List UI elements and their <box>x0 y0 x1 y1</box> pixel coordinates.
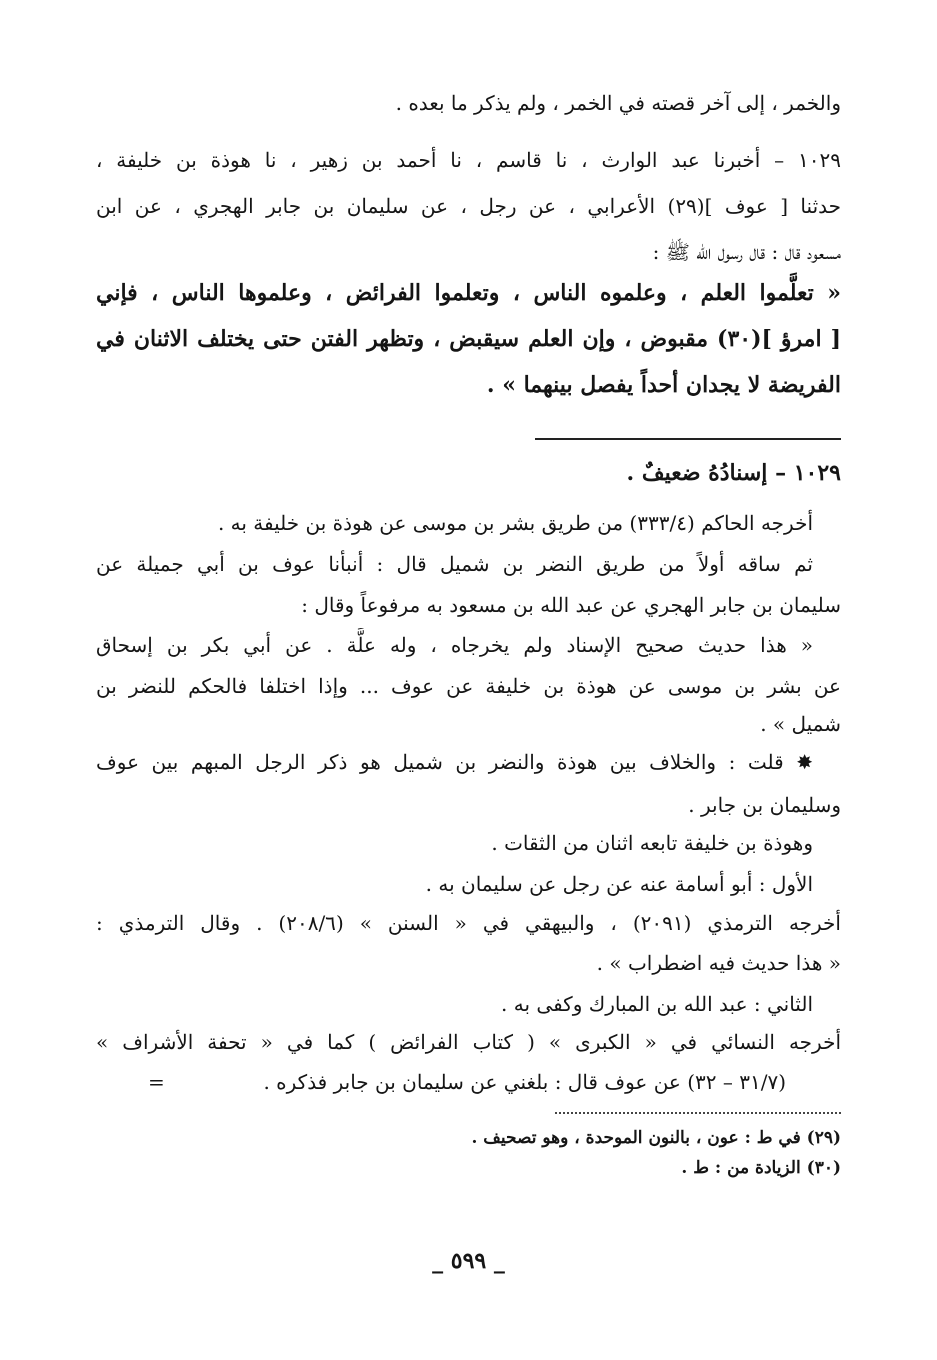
commentary-separator <box>535 438 841 440</box>
commentary-line-15: (٣١/٧ – ٣٢) عن عوف قال : بلغني عن سليمان بن جابر فذكره . <box>263 1070 786 1094</box>
hadith-matn-line-3: الفريضة لا يجدان أحداً يفصل بينهما » . <box>486 372 841 398</box>
commentary-heading: ١٠٢٩ – إسنادُهُ ضعيفٌ . <box>626 460 841 486</box>
hadith-1029-line-3: مسعود قال : قال رسول الله ﷺ : <box>652 240 841 264</box>
commentary-line-12: « هذا حديث فيه اضطراب » . <box>596 951 841 975</box>
commentary-line-5: عن بشر بن موسى عن هوذة بن خليفة عن عوف ... وإذا اختلفا فالحكم للنضر بن <box>96 674 841 698</box>
hadith-1029-line-1: ١٠٢٩ – أخبرنا عبد الوارث ، نا قاسم ، نا أحمد بن زهير ، نا هوذة بن خليفة ، <box>96 148 841 172</box>
footnote-separator <box>555 1112 841 1114</box>
commentary-line-13: الثاني : عبد الله بن المبارك وكفى به . <box>501 992 813 1016</box>
commentary-line-11: أخرجه الترمذي (٢٠٩١) ، والبيهقي في « السنن » (٢٠٨/٦) . وقال الترمذي : <box>96 911 841 935</box>
footnote-30: (٣٠) الزيادة من : ط . <box>681 1158 841 1178</box>
hadith-matn-line-1: « تعلَّموا العلم ، وعلموه الناس ، وتعلموا الفرائض ، وعلموها الناس ، فإني <box>96 280 841 306</box>
commentary-line-6: شميل » . <box>760 712 841 736</box>
commentary-line-10: الأول : أبو أسامة عنه عن رجل عن سليمان به . <box>425 872 813 896</box>
commentary-line-2: ثم ساقه أولاً من طريق النضر بن شميل قال : أنبأنا عوف بن أبي جميلة عن <box>96 552 813 576</box>
commentary-line-8: وسليمان بن جابر . <box>688 793 841 817</box>
commentary-line-3: سليمان بن جابر الهجري عن عبد الله بن مسعود به مرفوعاً وقال : <box>301 593 841 617</box>
text-line-1: والخمر ، إلى آخر قصته في الخمر ، ولم يذكر ما بعده . <box>395 91 841 115</box>
commentary-line-9: وهوذة بن خليفة تابعه اثنان من الثقات . <box>491 831 813 855</box>
commentary-line-1: أخرجه الحاكم (٣٣٣/٤) من طريق بشر بن موسى عن هوذة بن خليفة به . <box>217 511 813 535</box>
commentary-line-7: ✸ قلت : والخلاف بين هوذة والنضر بن شميل هو ذكر الرجل المبهم بين عوف <box>96 750 813 774</box>
commentary-line-4: « هذا حديث صحيح الإسناد ولم يخرجاه ، وله علَّة . عن أبي بكر بن إسحاق <box>96 633 813 657</box>
page-number: _ ٥٩٩ _ <box>432 1248 505 1274</box>
continuation-mark: = <box>148 1070 165 1094</box>
footnote-29: (٢٩) في ط : عون ، بالنون الموحدة ، وهو تصحيف . <box>471 1128 841 1148</box>
hadith-matn-line-2: [ امرؤ ](٣٠) مقبوض ، وإن العلم سيقبض ، وتظهر الفتن حتى يختلف الاثنان في <box>96 326 841 352</box>
commentary-line-14: أخرجه النسائي في « الكبرى » ( كتاب الفرائض ) كما في « تحفة الأشراف » <box>96 1030 841 1054</box>
hadith-1029-line-2: حدثنا [ عوف ](٢٩) الأعرابي ، عن رجل ، عن سليمان بن جابر الهجري ، عن ابن <box>96 194 841 218</box>
